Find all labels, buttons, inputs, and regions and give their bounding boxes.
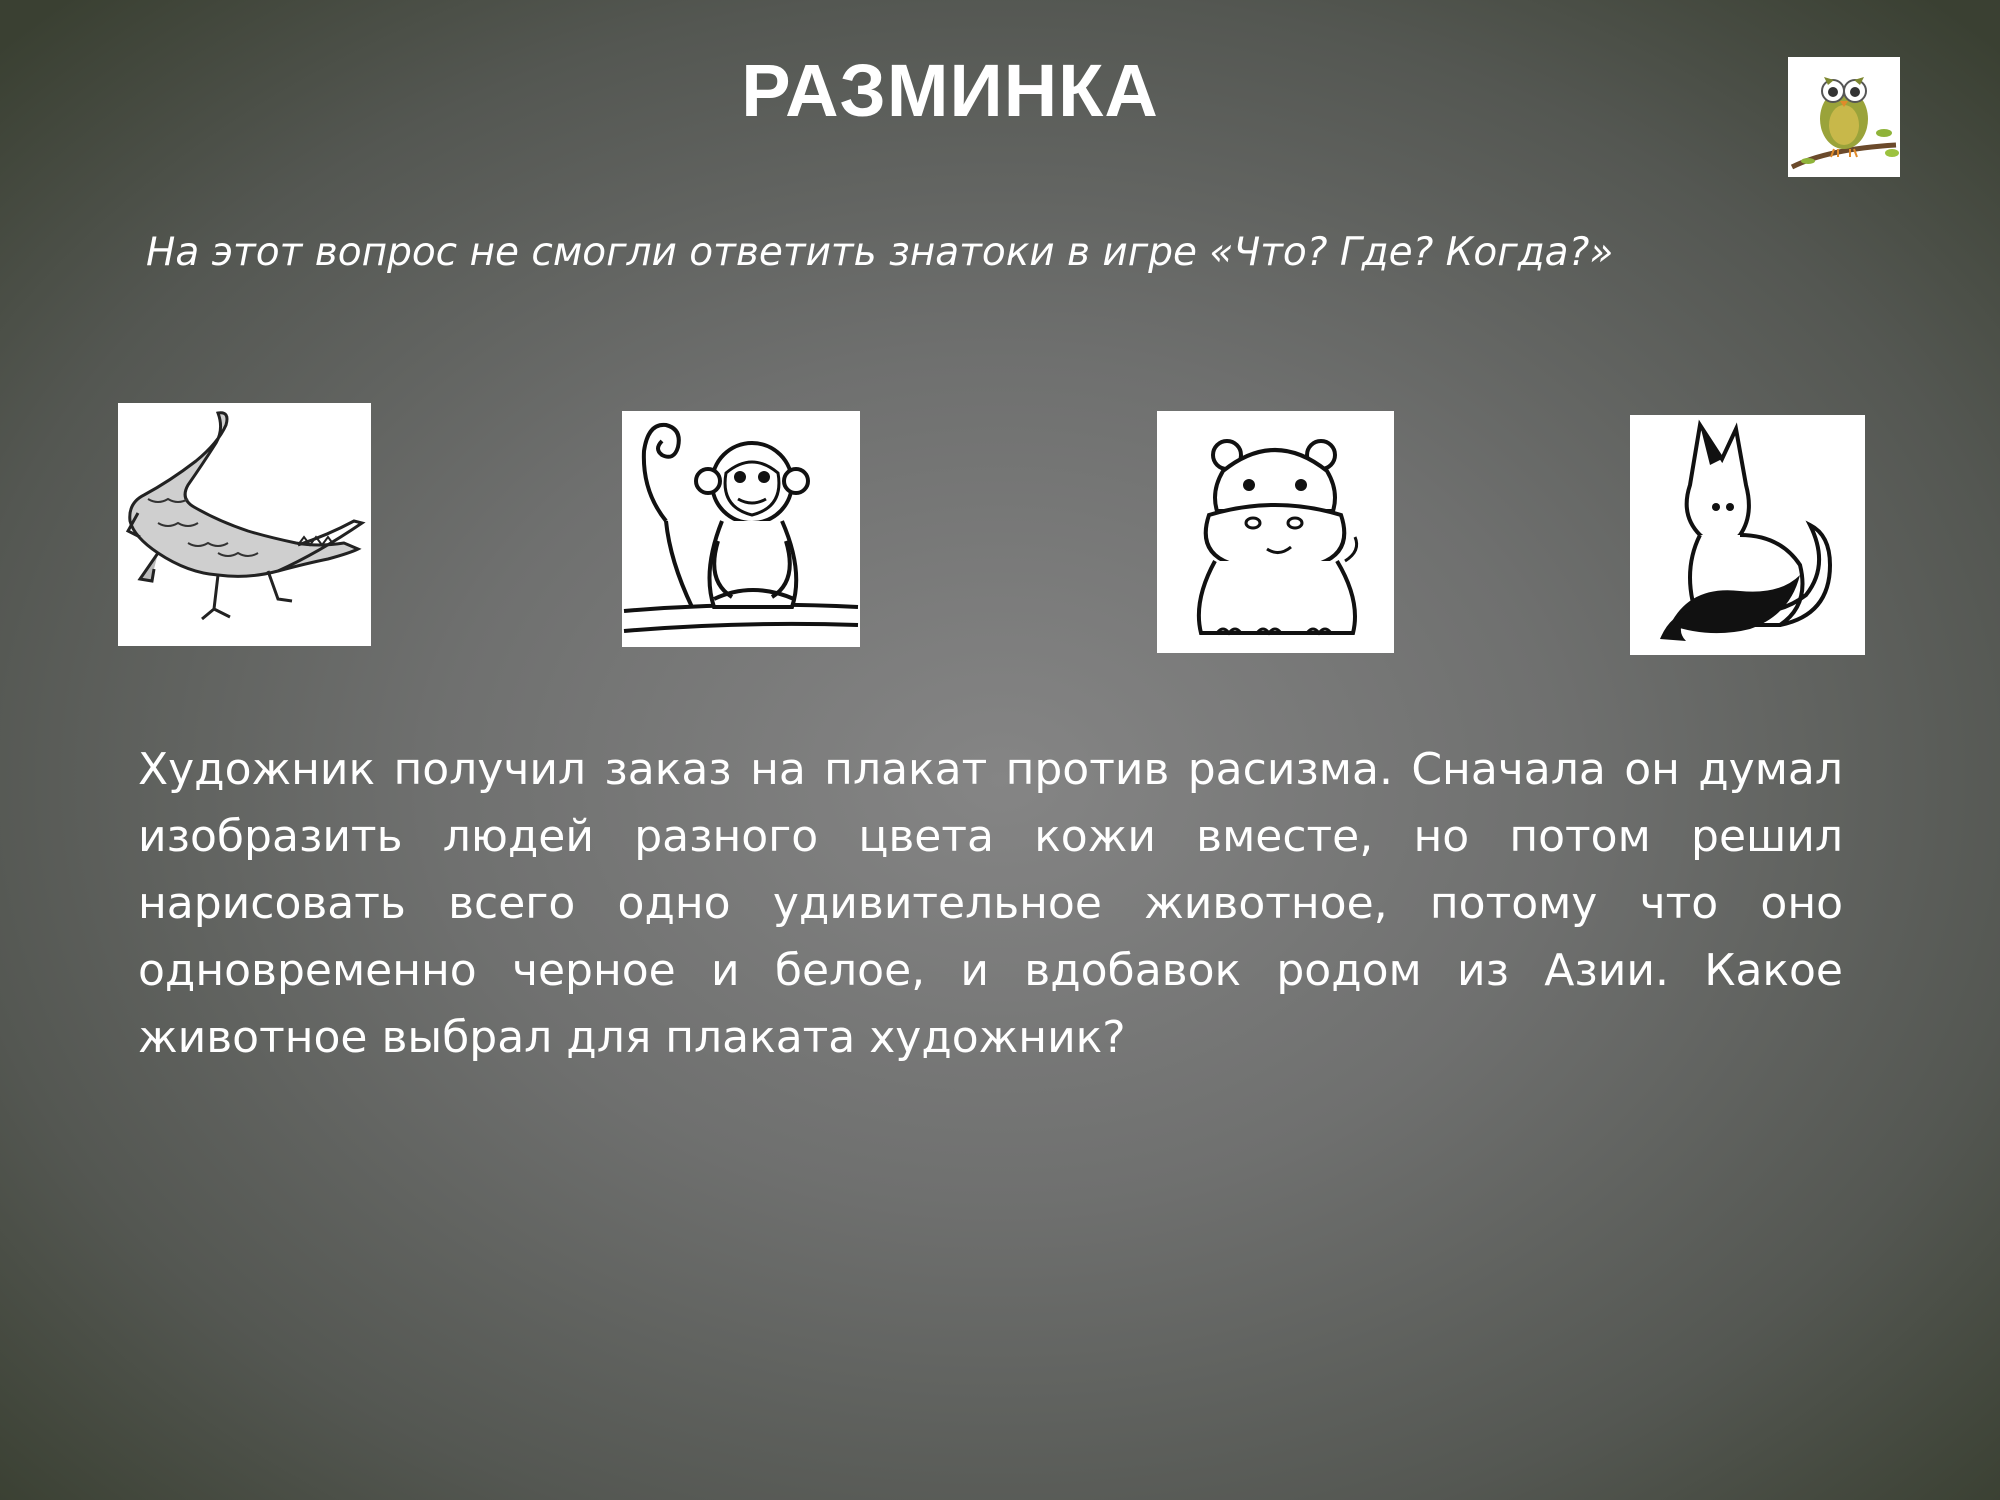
- hippo-image: [1157, 411, 1394, 653]
- subtitle: На этот вопрос не смогли ответить знатоки в игре «Что? Где? Когда?»: [146, 230, 1614, 275]
- slide-title: РАЗМИНКА: [741, 49, 1159, 132]
- question-text: Художник получил заказ на плакат против расизма. Сначала он думал изобразить людей разного цвета кожи вместе, но потом решил нарисовать всего одно удивительное животное, потому что оно одновременно черное и белое, и вдобавок родом из Азии. Какое животное выбрал для плаката художник?: [138, 744, 1843, 1063]
- crocodile-image: [118, 403, 371, 646]
- owl-icon: [1788, 57, 1900, 177]
- fox-image: [1630, 415, 1865, 655]
- monkey-image: [622, 411, 860, 647]
